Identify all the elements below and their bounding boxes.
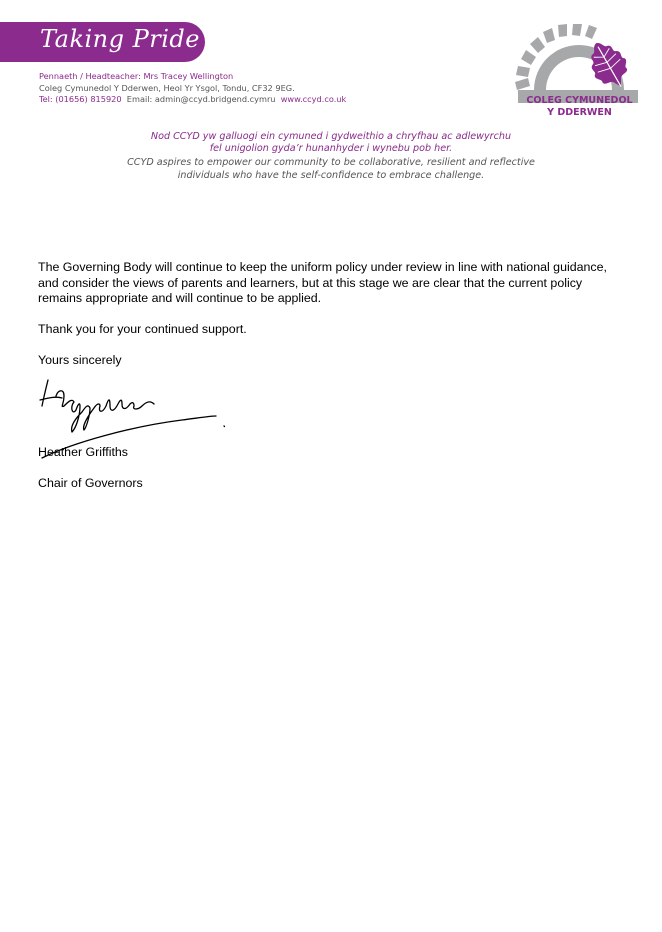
logo-line-1: COLEG CYMUNEDOL — [526, 95, 633, 106]
letter-closing: Yours sincerely — [38, 353, 122, 367]
letter-paragraph-2: Thank you for your continued support. — [38, 322, 247, 336]
school-logo-text — [512, 95, 647, 118]
header-banner — [0, 22, 205, 62]
telephone: Tel: (01656) 815920 — [39, 94, 122, 104]
email-label: Email: — [126, 94, 155, 104]
mission-english-line-2: individuals who have the self-confidence to embrace challenge. — [177, 169, 485, 181]
letter-body — [38, 260, 628, 490]
contact-line — [39, 94, 346, 106]
email-address: admin@ccyd.bridgend.cymru — [154, 94, 276, 104]
logo-line-2: Y DDERWEN — [547, 106, 612, 118]
mission-statement — [0, 131, 662, 182]
letterhead-contact — [39, 71, 346, 106]
mission-english-line-1: CCYD aspires to empower our community to be collaborative, resilient and reflective — [127, 157, 535, 169]
mission-welsh-line-2: fel unigolion gyda’r hunanhyder i wynebu pob her. — [209, 143, 453, 155]
website-link: www.ccyd.co.uk — [280, 94, 347, 104]
headteacher-label: Pennaeth / Headteacher: — [39, 71, 144, 81]
school-address: Coleg Cymunedol Y Dderwen, Heol Yr Ysgol, Tondu, CF32 9EG. — [39, 82, 295, 93]
banner-title: Taking Pride — [40, 25, 200, 53]
mission-welsh — [0, 131, 662, 155]
letter-paragraph-1: The Governing Body will continue to keep the uniform policy under review in line with national guidance, and consider the views of parents and learners, but at this stage we are clear that the current policy remains appropriate and will continue to be applied. — [38, 260, 607, 305]
mission-welsh-line-1: Nod CCYD yw galluogi ein cymuned i gydweithio a chryfhau ac adlewyrchu — [150, 131, 512, 142]
mission-english — [0, 157, 662, 181]
handwritten-signature — [34, 376, 234, 468]
headteacher-line — [39, 71, 346, 83]
signatory-title: Chair of Governors — [38, 476, 143, 490]
headteacher-name: Mrs Tracey Wellington — [143, 71, 234, 81]
signatory-name: Heather Griffiths — [38, 445, 128, 459]
